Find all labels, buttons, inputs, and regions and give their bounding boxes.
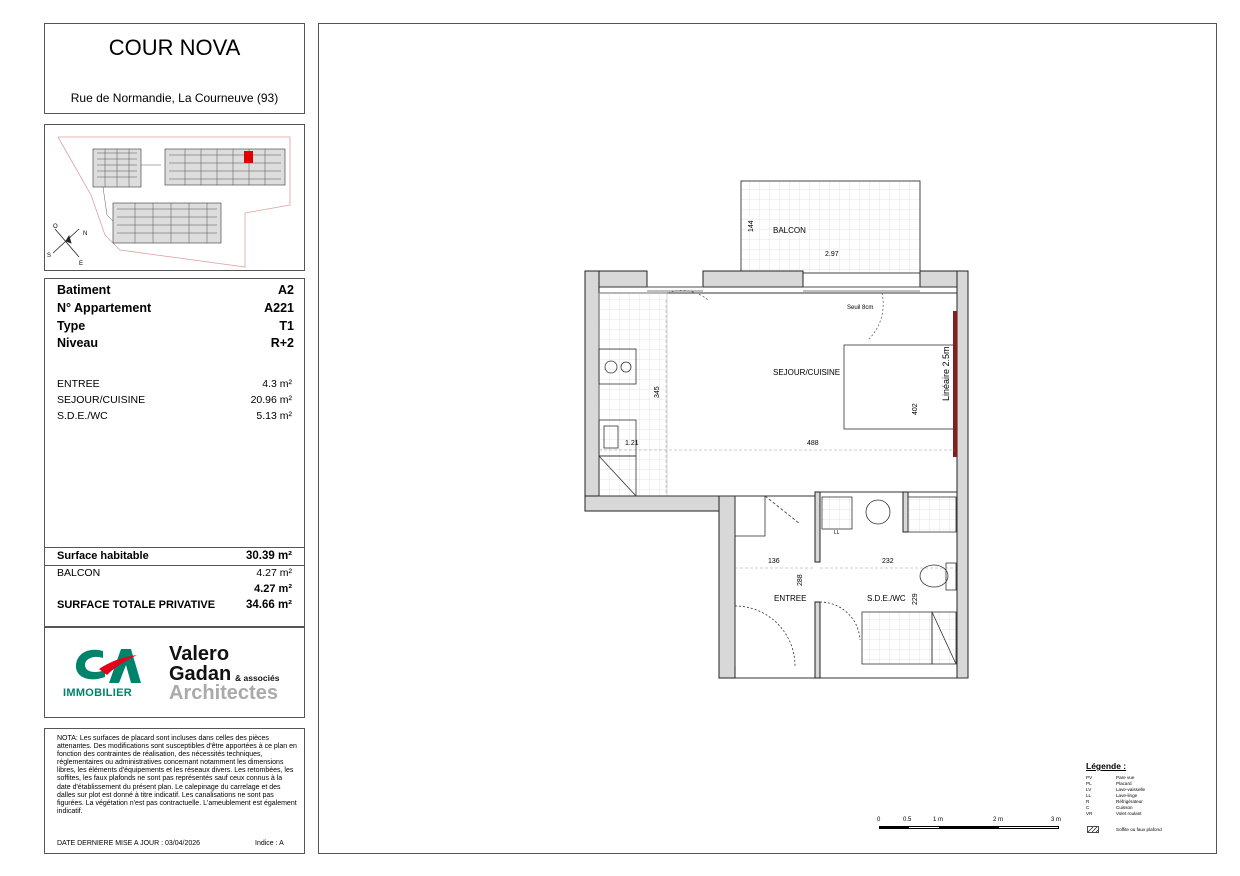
- plan-dim-488: 488: [807, 440, 819, 447]
- plan-lineaire-label: Linéaire 2.5m: [941, 346, 951, 401]
- room-area-sde: 5.13 m²: [256, 410, 292, 422]
- update-date: DATE DERNIERE MISE A JOUR : 03/04/2026: [57, 840, 201, 847]
- legend-code-ll: LL: [1086, 793, 1092, 798]
- compass-s: S: [47, 253, 52, 259]
- legend-text-c: Cuisson: [1116, 805, 1133, 810]
- scale-label-3m: 3 m: [1051, 817, 1062, 823]
- surface-habitable-value: 30.39 m²: [245, 550, 292, 562]
- info-label-batiment: Batiment: [57, 283, 111, 297]
- room-name-sde: S.D.E./WC: [57, 410, 108, 422]
- site-plan-drawing: [45, 125, 304, 270]
- surface-habitable-label: Surface habitable: [57, 550, 149, 562]
- compass-icon: [53, 229, 79, 257]
- info-value-batiment: A2: [278, 283, 294, 297]
- project-title-box: [44, 23, 305, 114]
- note-box: [44, 728, 305, 854]
- legend-code-r: R: [1086, 799, 1090, 804]
- project-name: COUR NOVA: [108, 35, 241, 60]
- surface-totale-value: 34.66 m²: [245, 599, 292, 611]
- balcony: [741, 181, 920, 273]
- architect-line3: Architectes: [169, 682, 278, 704]
- plan-dim-229: 229: [912, 593, 919, 605]
- info-label-type: Type: [57, 319, 86, 333]
- plan-seuil-label: Seuil 8cm: [847, 305, 874, 311]
- plan-sejour-label: SEJOUR/CUISINE: [773, 368, 841, 377]
- ca-immobilier-text: IMMOBILIER: [63, 687, 132, 699]
- plan-balcon-width: 2.97: [825, 251, 839, 258]
- legend-code-c: C: [1086, 805, 1090, 810]
- legend-code-vr: VR: [1086, 811, 1093, 816]
- surface-totale-label: SURFACE TOTALE PRIVATIVE: [57, 599, 216, 611]
- balcon-label: BALCON: [57, 567, 101, 579]
- soffite-text: Soffite ou faux plafond: [1116, 827, 1162, 832]
- scale-label-05: 0.5: [903, 817, 912, 823]
- note-text: NOTA: Les surfaces de placard sont incluses dans celles des pièces attenantes. Des modifications sont susceptibles d'être apportées à ce plan en fonction des contraintes de réalisation, des nécessités techniques, réglementaires ou administratives concernant notamment les dimensions libres, les éléments d'équipements et les réseaux divers. Les retombées, les soffites, les faux plafonds ne sont pas représentés sauf ceux connus à la date d'établissement du présent plan. Le calepinage du carrelage et des dalles sur plot est donné à titre indicatif. Les canalisations ne sont pas figurées. La végétation n'est pas contractuelle. L'ameublement est également indicatif.: [57, 735, 297, 815]
- scale-label-2m: 2 m: [993, 817, 1004, 823]
- room-area-entree: 4.3 m²: [262, 378, 292, 390]
- highlighted-apartment: [244, 151, 253, 163]
- plan-dim-136: 136: [768, 558, 780, 565]
- legend-text-r: Réfrigérateur: [1116, 799, 1143, 804]
- compass-o: O: [53, 224, 58, 230]
- legend-code-pv: PV: [1086, 775, 1093, 780]
- plan-balcon-label: BALCON: [773, 226, 806, 235]
- legend-title: Légende :: [1086, 761, 1127, 771]
- balcon-value: 4.27 m²: [256, 567, 292, 579]
- legend-code-lv: LV: [1086, 787, 1092, 792]
- accent-wall: [953, 311, 957, 457]
- scale-bar: [879, 826, 1059, 830]
- legend-code-pl: PL: [1086, 781, 1092, 786]
- scale-label-1m: 1 m: [933, 817, 944, 823]
- credit-agricole-logo: [71, 643, 141, 687]
- info-value-appartement: A221: [264, 301, 294, 315]
- compass-e: E: [79, 261, 84, 267]
- apartment-info-box: [44, 278, 305, 627]
- legend-text-pv: Pare vue: [1116, 775, 1135, 780]
- legend-text-lv: Lave-vaisselle: [1116, 787, 1146, 792]
- bed: [844, 345, 956, 429]
- legend-text-ll: Lave-linge: [1116, 793, 1138, 798]
- index-label: Indice : A: [255, 840, 284, 847]
- plan-ll-label: LL: [834, 530, 840, 536]
- plan-dim-288: 288: [797, 574, 804, 586]
- room-name-entree: ENTREE: [57, 378, 100, 390]
- plan-dim-402: 402: [912, 403, 919, 415]
- compass-n: N: [83, 231, 88, 237]
- room-area-sejour: 20.96 m²: [250, 394, 292, 406]
- plan-dim-121: 1.21: [625, 440, 639, 447]
- legend-text-pl: Placard: [1116, 781, 1132, 786]
- info-value-niveau: R+2: [270, 336, 294, 350]
- totals-divider: [45, 547, 304, 548]
- architect-line1: Valero: [169, 643, 230, 665]
- totals-divider-2: [45, 565, 304, 566]
- info-label-appartement: N° Appartement: [57, 301, 152, 315]
- floor-plan: [580, 178, 980, 688]
- plan-balcon-depth: 144: [748, 220, 755, 232]
- legend-text-vr: Volet roulant: [1116, 811, 1142, 816]
- soffite-swatch-icon: [1087, 826, 1099, 833]
- scale-label-0: 0: [877, 817, 881, 823]
- project-address: Rue de Normandie, La Courneuve (93): [70, 91, 279, 105]
- plan-entree-label: ENTREE: [774, 594, 807, 603]
- site-plan-box: [44, 124, 305, 271]
- logos-box: [44, 627, 305, 718]
- plan-dim-345: 345: [654, 386, 661, 398]
- info-label-niveau: Niveau: [57, 336, 98, 350]
- architect-assoc: & associés: [235, 673, 280, 683]
- plan-dim-232: 232: [882, 558, 894, 565]
- room-name-sejour: SEJOUR/CUISINE: [57, 394, 146, 406]
- architect-line2: Gadan: [169, 663, 232, 685]
- plan-sde-label: S.D.E./WC: [867, 594, 906, 603]
- annex-total-value: 4.27 m²: [254, 583, 292, 595]
- info-value-type: T1: [279, 319, 294, 333]
